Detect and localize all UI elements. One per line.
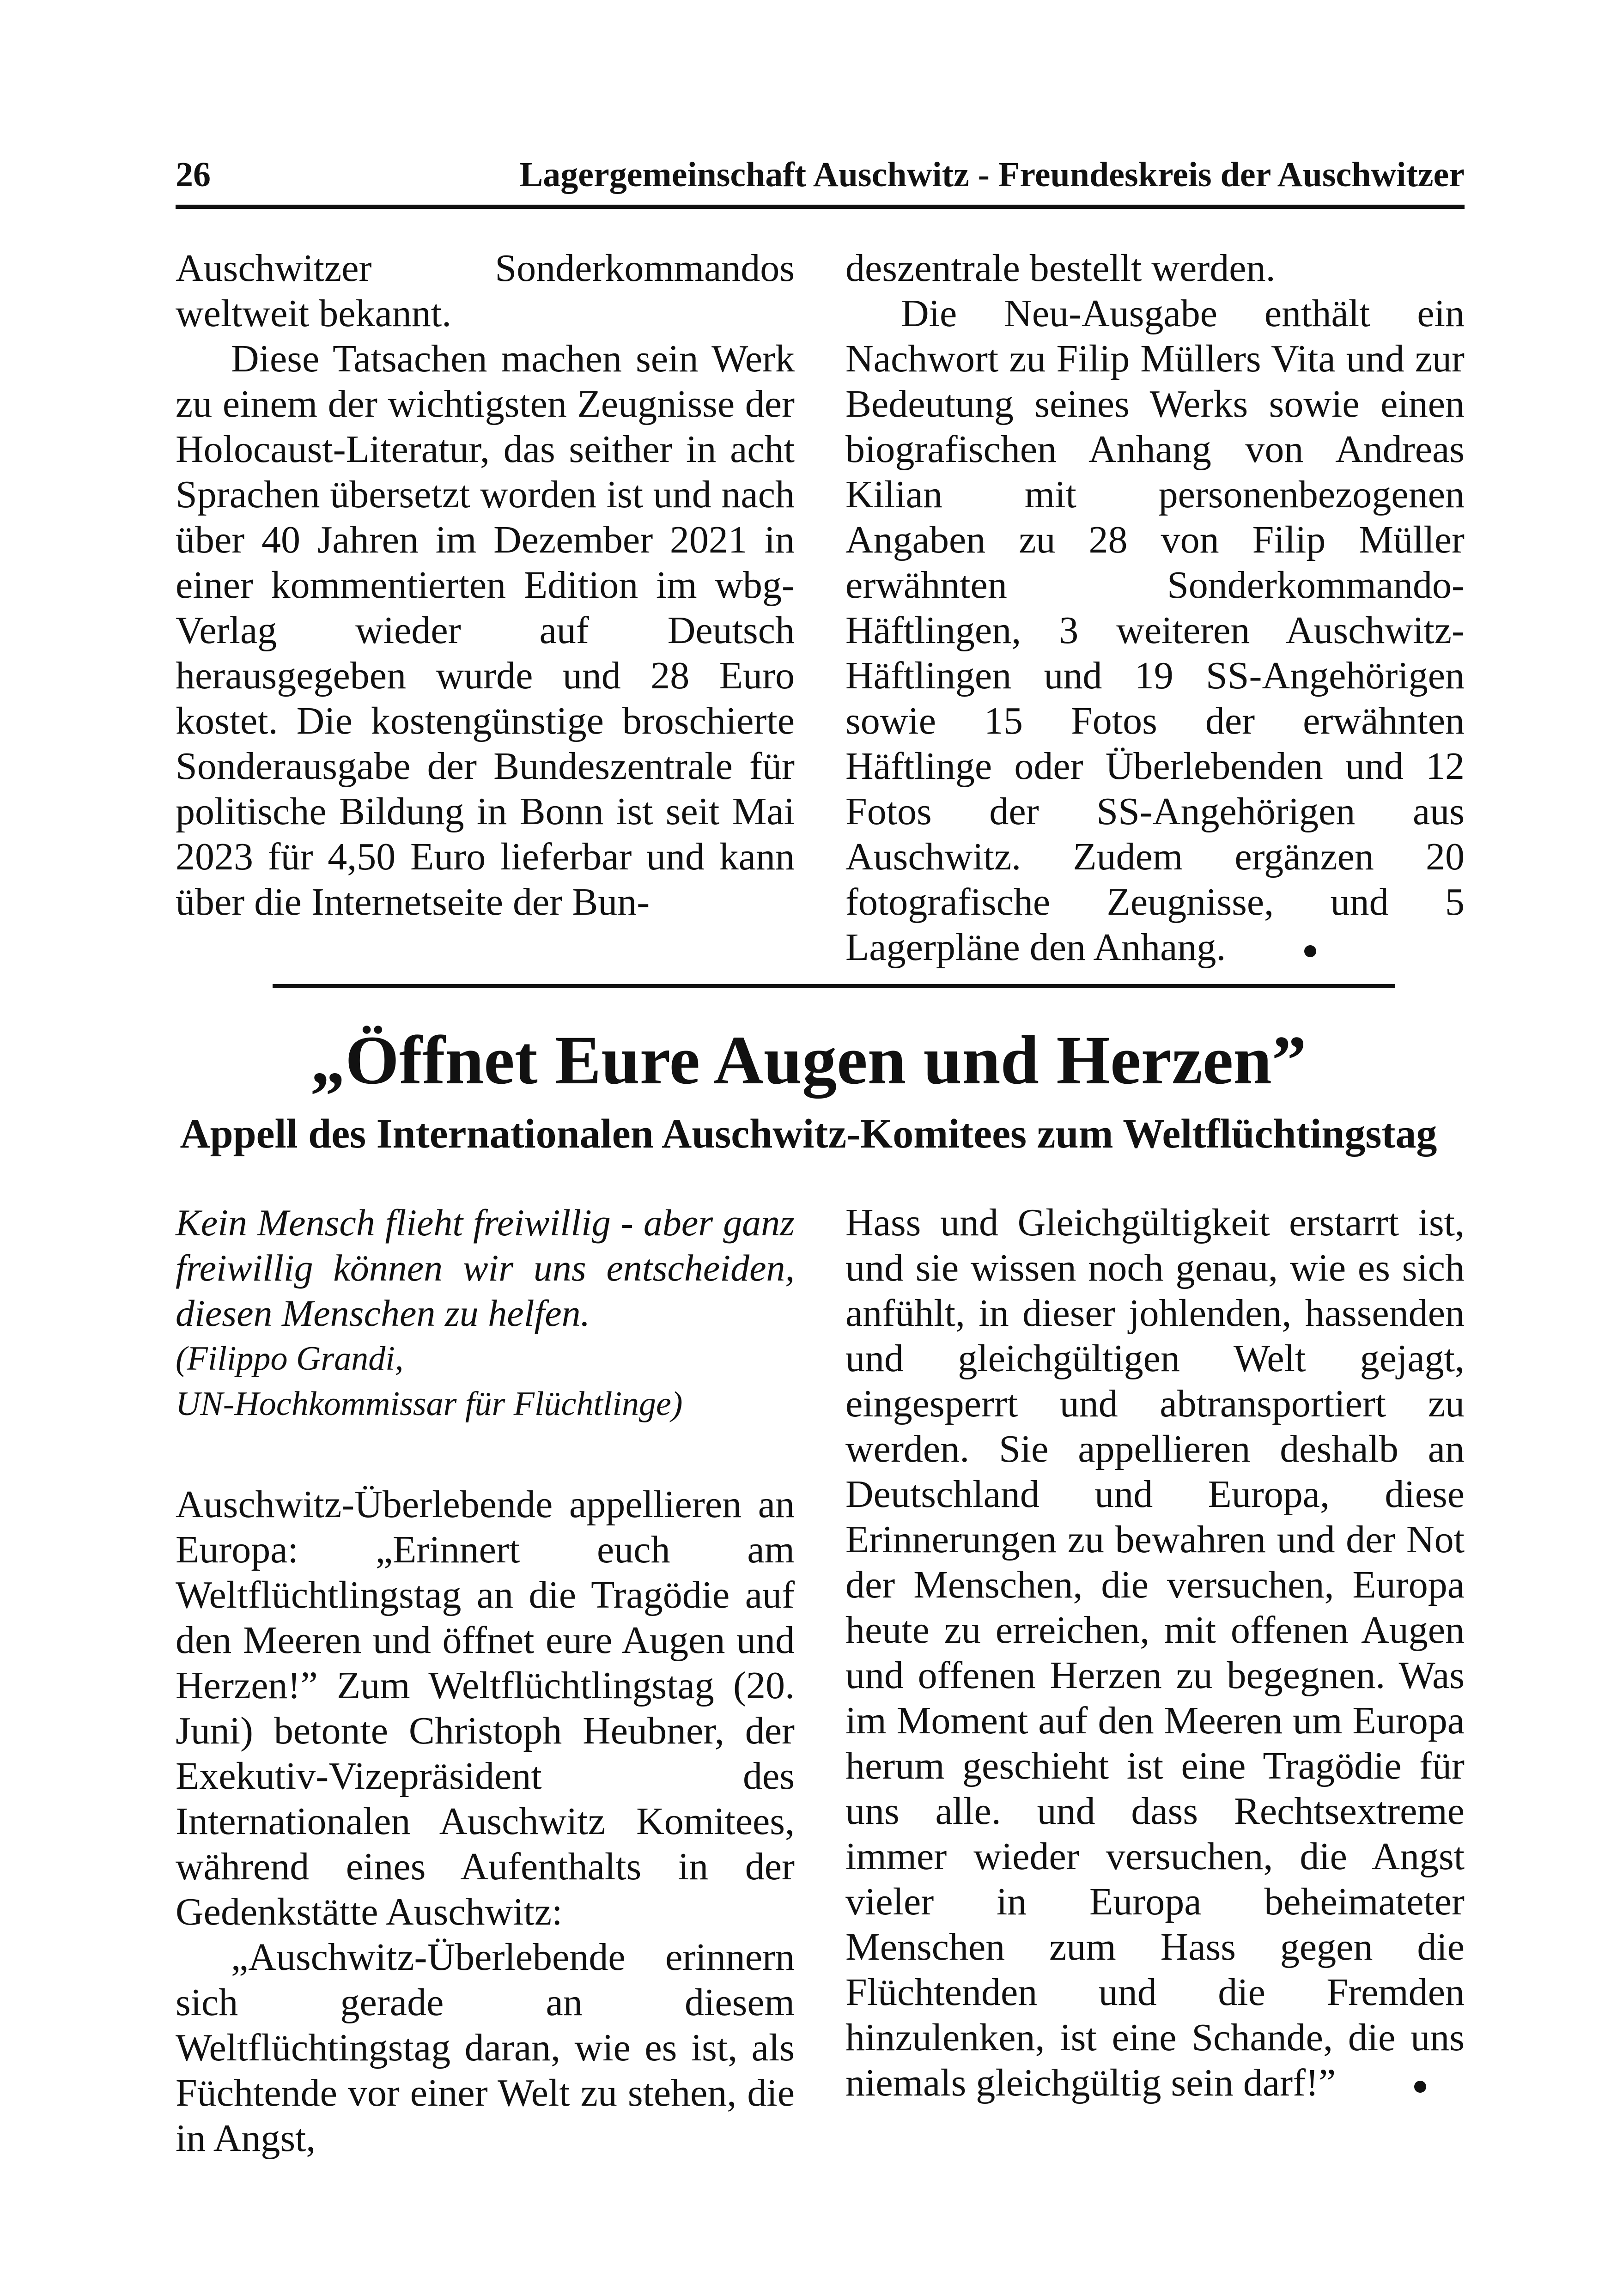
epigraph-quote: Kein Mensch flieht freiwillig - aber ganz freiwillig können wir uns entscheiden, diesen Menschen zu helfen. [176,1202,795,1334]
article2-paragraph [845,1200,1465,2106]
epigraph-source: (Filippo Grandi, [176,1340,404,1378]
article2-paragraph: Auschwitz-Überlebende appellieren an Europa: „Erinnert euch am Weltflüchtlingstag an die Tragödie auf den Meeren und öffnet eure Augen und Herzen!” Zum Weltflüchtlingstag (20. Juni) betonte Christoph Heubner, der Exekutiv-Vizepräsident des Internationalen Auschwitz Komitees, während eines Aufenthalts in der Gedenkstätte Auschwitz: [176,1483,795,1933]
article2-right-column [845,1200,1465,2106]
article2-paragraph: „Auschwitz-Überlebende erinnern sich gerade an diesem Weltflüchtingstag daran, wie es ist, als Füchtende vor einer Welt zu stehen, die in Angst, [176,1936,795,2160]
running-header-title: Lagergemeinschaft Auschwitz - Freundeskreis der Auschwitzer [519,155,1465,194]
article1-paragraph: Diese Tatsachen machen sein Werk zu einem der wichtigsten Zeugnisse der Holocaust-Literatur, das seither in acht Sprachen übersetzt worden ist und nach über 40 Jahren im Dezember 2021 in einer kommentierten Edition im wbg-Verlag wieder auf Deutsch herausgegeben wurde und 28 Euro kostet. Die kostengünstige broschierte Sonderausgabe der Bundeszentrale für politische Bildung in Bonn ist seit Mai 2023 für 4,50 Euro lieferbar und kann über die Internetseite der Bun- [176,337,795,923]
spacer [176,1427,795,1482]
article-subtitle: Appell des Internationalen Auschwitz-Komitees zum Weltflüchtingstag [180,1111,1437,1157]
article1-right-column [845,246,1465,970]
article1-paragraph-text: Die Neu-Ausgabe enthält ein Nachwort zu Filip Müllers Vita und zur Bedeutung seines Werks sowie einen biografischen Anhang von Andreas Kilian mit personenbezogenen Angaben zu 28 von Filip Müller erwähnten Sonderkommando-Häftlingen, 3 weiteren Auschwitz-Häftlingen und 19 SS-Angehörigen sowie 15 Fotos der erwähnten Häftlinge oder Überlebenden und 12 Fotos der SS-Angehörigen aus Auschwitz. Zudem ergänzen 20 fotografische Zeugnisse, und 5 Lagerpläne den Anhang. [845,292,1465,969]
header-rule [176,205,1465,209]
end-of-article-bullet-icon [1414,2081,1426,2093]
article1-paragraph: Auschwitzer Sonderkommandos weltweit bekannt. [176,247,795,335]
article1-left-column [176,246,795,925]
article1-paragraph [845,291,1465,970]
article-title: „Öffnet Eure Augen und Herzen” [310,1022,1307,1099]
article1-paragraph: deszentrale bestellt werden. [845,247,1276,290]
end-of-article-bullet-icon [1304,945,1316,957]
article2-paragraph-text: Hass und Gleichgültigkeit erstarrt ist, und sie wissen noch genau, wie es sich anfühlt, in dieser johlenden, hassenden und gleichgültigen Welt gejagt, eingesperrt und abtransportiert zu werden. Sie appellieren deshalb an Deutschland und Europa, diese Erinnerungen zu bewahren und der Not der Menschen, die versuchen, Europa heute zu erreichen, mit offenen Augen und offenen Herzen zu begegnen. Was im Moment auf den Meeren um Europa herum geschieht ist eine Tragödie für uns alle. und dass Rechtsextreme immer wieder versuchen, die Angst vieler in Europa beheimateter Menschen zum Hass gegen die Flüchtenden und die Fremden hinzulenken, ist eine Schande, die uns niemals gleichgültig sein darf!” [845,1201,1465,2104]
page-number: 26 [176,155,211,194]
article2-left-column [176,1200,795,2161]
epigraph-source: UN-Hochkommissar für Flüchtlinge) [176,1385,683,1423]
section-divider [273,984,1395,988]
